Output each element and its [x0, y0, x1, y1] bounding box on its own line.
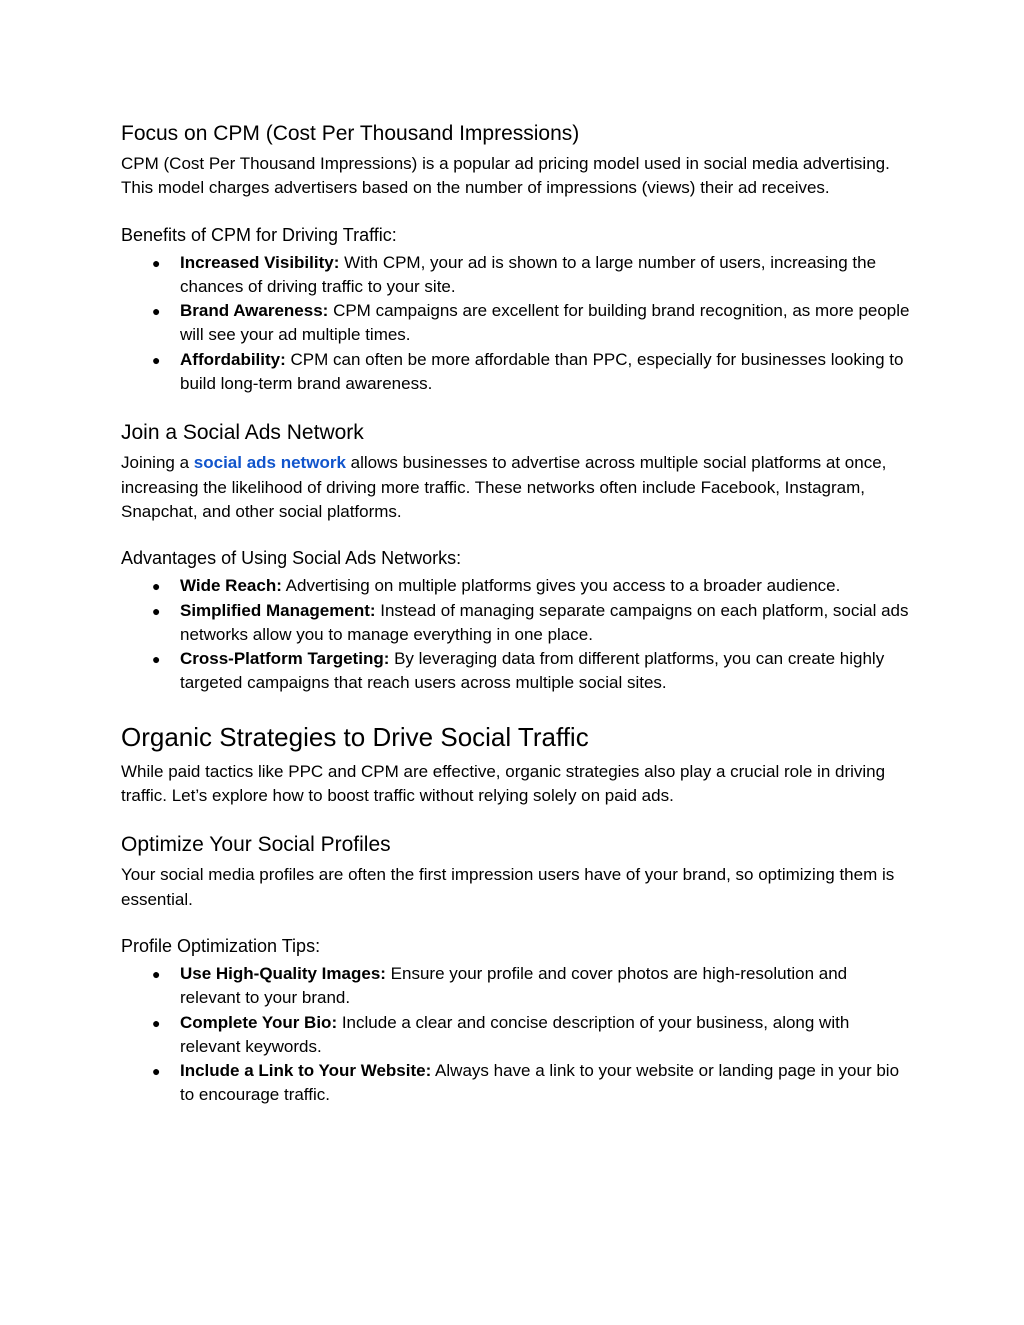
- subheading-profile-tips: Profile Optimization Tips:: [121, 935, 321, 956]
- bullet-icon: ●: [152, 351, 161, 368]
- list-cpm-benefits: [121, 251, 911, 397]
- list-profile-tips: [121, 962, 911, 1108]
- paragraph-network-intro: [121, 451, 911, 524]
- social-ads-network-link[interactable]: social ads network: [193, 453, 346, 473]
- list-network-advantages: [121, 574, 911, 695]
- list-item-term: Increased Visibility:: [180, 252, 340, 272]
- bullet-icon: ●: [152, 1063, 161, 1080]
- list-item: [121, 348, 911, 397]
- paragraph-organic-intro: While paid tactics like PPC and CPM are effective, organic strategies also play a crucial role in driving traffic. Let’s explore how to boost traffic without relying solely on paid ads.: [121, 761, 886, 806]
- bullet-icon: ●: [152, 651, 161, 668]
- list-item-term: Use High-Quality Images:: [180, 963, 386, 983]
- list-item-text: Instead of managing separate campaigns on each platform, social ads networks allow you to manage everything in one place.: [180, 600, 909, 644]
- list-item-term: Complete Your Bio:: [180, 1012, 338, 1032]
- list-item-text: CPM campaigns are excellent for building brand recognition, as more people will see your ad multiple times.: [180, 301, 910, 345]
- bullet-icon: ●: [152, 602, 161, 619]
- section-heading-optimize-profiles: Optimize Your Social Profiles: [121, 833, 391, 857]
- subheading-network-advantages: Advantages of Using Social Ads Networks:: [121, 548, 462, 569]
- bullet-icon: ●: [152, 303, 161, 320]
- bullet-icon: ●: [152, 965, 161, 982]
- paragraph-text: Joining a: [121, 453, 194, 473]
- list-item-term: Include a Link to Your Website:: [180, 1061, 432, 1081]
- list-item-text: Always have a link to your website or landing page in your bio to encourage traffic.: [180, 1061, 900, 1105]
- list-item-text: CPM can often be more affordable than PPC, especially for businesses looking to build long-term brand awareness.: [180, 349, 904, 394]
- list-item: [121, 1059, 911, 1108]
- list-item-text: Include a clear and concise description of your business, along with relevant keywords.: [180, 1012, 850, 1056]
- list-item-term: Brand Awareness:: [180, 301, 329, 321]
- paragraph-profiles-intro: Your social media profiles are often the first impression users have of your brand, so optimizing them is essential.: [121, 865, 895, 909]
- list-item-term: Wide Reach:: [180, 576, 282, 596]
- list-item-text: Ensure your profile and cover photos are high-resolution and relevant to your brand.: [180, 963, 848, 1008]
- list-item: [121, 251, 911, 300]
- list-item: [121, 962, 911, 1011]
- paragraph-text: allows businesses to advertise across multiple social platforms at once, increasing the likelihood of driving more traffic. These networks often include Facebook, Instagram, Snapchat, and other social platforms.: [121, 453, 887, 521]
- list-item-text: By leveraging data from different platforms, you can create highly targeted campaigns that reach users across multiple social sites.: [180, 649, 885, 693]
- section-heading-cpm: Focus on CPM (Cost Per Thousand Impressions): [121, 122, 580, 145]
- list-item-term: Affordability:: [180, 349, 286, 369]
- list-item: [121, 1011, 911, 1060]
- section-heading-social-ads-network: Join a Social Ads Network: [121, 421, 364, 445]
- list-item-text: With CPM, your ad is shown to a large number of users, increasing the chances of driving traffic to your site.: [180, 252, 877, 296]
- list-item: [121, 647, 911, 696]
- list-item-term: Cross-Platform Targeting:: [180, 649, 390, 669]
- bullet-icon: ●: [152, 254, 161, 271]
- list-item-text: Advertising on multiple platforms gives you access to a broader audience.: [281, 576, 841, 596]
- section-heading-organic-strategies: Organic Strategies to Drive Social Traffic: [121, 721, 589, 752]
- list-item: [121, 299, 911, 348]
- list-item: [121, 599, 911, 648]
- document-page: [121, 118, 911, 1108]
- bullet-icon: ●: [152, 1014, 161, 1031]
- list-item-term: Simplified Management:: [180, 600, 376, 620]
- bullet-icon: ●: [152, 578, 161, 595]
- subheading-cpm-benefits: Benefits of CPM for Driving Traffic:: [121, 224, 397, 245]
- paragraph-cpm-intro: CPM (Cost Per Thousand Impressions) is a popular ad pricing model used in social media advertising. This model charges advertisers based on the number of impressions (views) their ad receives.: [121, 154, 890, 198]
- list-item: [121, 574, 911, 598]
